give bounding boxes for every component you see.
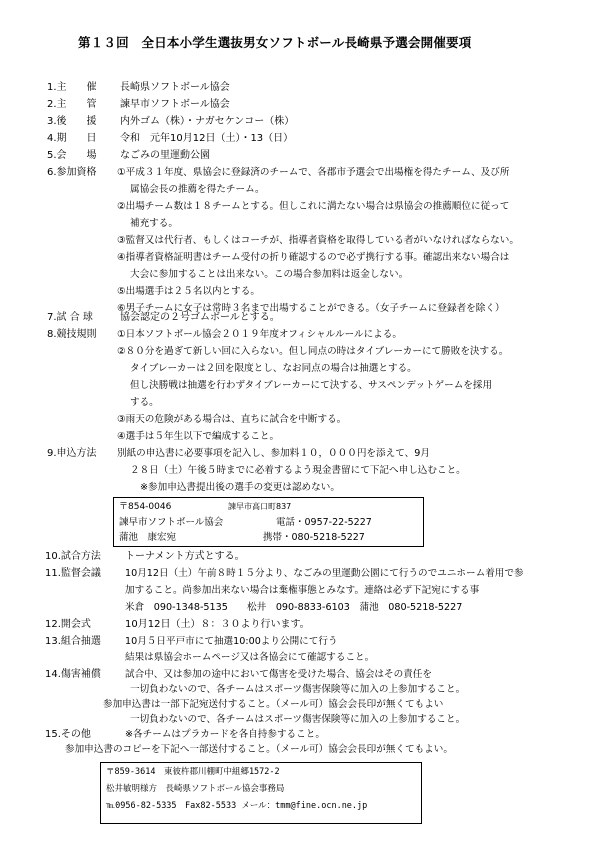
item-13-line: 結果は県協会ホームページ又は各協会にて確認すること。 [125, 652, 375, 663]
item-11-line: 加すること。尚参加出来ない場合は棄権事態とみなす。連絡は必ず下記宛にする事 [125, 585, 480, 596]
item-6-line: ③監督又は代行者、もしくはコーチが、指導者資格を取得している者がいなければならない。 [117, 235, 519, 246]
contact-mobile: 携帯・080-5218-5227 [263, 532, 365, 543]
item-14-line: 試合中、又は参加の途中において傷害を受けた場合、協会はその責任を [125, 669, 432, 680]
contact-address: 諫早市高口町837 [228, 502, 292, 511]
item-6-line: 大会に参加することは出来ない。この場合参加料は返金しない。 [130, 269, 409, 280]
footer-office: 松井敏明様方 長崎県ソフトボール協会事務局 [106, 784, 285, 794]
item-6-line: 属協会長の推薦を得たチーム。 [130, 184, 265, 195]
item-6-line: ②出場チーム数は１８チームとする。但しこれに満たない場合は県協会の推薦順位に従って [117, 201, 510, 212]
item-12-value: 10月12日（土）８：３０より行います。 [125, 619, 310, 630]
item-11-label: 11.監督会議 [45, 568, 101, 579]
item-6-line: ④指導者資格証明書はチーム受付の折り確認するので必ず携行する事。確認出来ない場合は [117, 252, 510, 263]
item-6-line: ①平成３１年度、県協会に登録済のチームで、各郡市予選会で出場権を得たチーム、及び所 [117, 167, 510, 178]
item-4-label: 4.期 日 [47, 133, 97, 144]
item-15-line: ※各チームはプラカードを各自持参すること。 [125, 729, 325, 740]
item-8-line: する。 [130, 397, 159, 408]
item-1-value: 長崎県ソフトボール協会 [120, 82, 230, 93]
item-13-label: 13.組合抽選 [45, 636, 101, 647]
item-12-label: 12.開会式 [45, 619, 91, 630]
item-14-label: 14.傷害補償 [45, 669, 101, 680]
page-title: 第１３回 全日本小学生選抜男女ソフトボール長崎県予選会開催要項 [78, 35, 472, 50]
item-6-label: 6.参加資格 [47, 167, 97, 178]
item-10-label: 10.試合方法 [45, 551, 101, 562]
item-8-line: 但し決勝戦は抽選を行わずタイブレーカーにて決する、サスペンデットゲームを採用 [130, 380, 493, 391]
item-5-value: なごみの里運動公園 [120, 150, 210, 161]
item-3-value: 内外ゴム（株）・ナガセケンコー（株） [120, 116, 295, 127]
item-6-line: ⑤出場選手は２５名以内とする。 [117, 286, 260, 297]
item-11-line: 米倉 090-1348-5135 松井 090-8833-6103 蒲池 080-5218-5227 [125, 602, 463, 613]
item-8-line: タイブレーカーは２回を限度とし、なお同点の場合は抽選とする。 [130, 363, 417, 374]
item-6-line: 補充する。 [130, 218, 178, 229]
item-1-label: 1.主 催 [47, 82, 97, 93]
item-9-label: 9.申込方法 [47, 448, 97, 459]
contact-postal: 〒854-0046 [119, 502, 172, 512]
footer-contact: ℡0956-82-5335 Fax82-5533 メール：tmm@fine.ocn.ne.jp [106, 801, 368, 811]
item-2-value: 諫早市ソフトボール協会 [120, 99, 230, 110]
item-7-label: 7.試 合 球 [47, 312, 93, 323]
item-3-label: 3.後 援 [47, 116, 97, 127]
contact-org: 諫早市ソフトボール協会 [119, 517, 224, 528]
item-8-line: ④選手は５年生以下で編成すること。 [117, 431, 280, 442]
footer-address: 〒859-3614 東彼杵郡川棚町中組郷1572-2 [106, 767, 280, 777]
item-8-line: ②８０分を過ぎて新しい回に入らない。但し同点の時はタイブレーカーにて勝敗を決する。 [117, 346, 509, 357]
item-13-line: 10月５日平戸市にて抽選10:00より公開にて行う [125, 636, 338, 647]
item-6-line: ⑥男子チームに女子は常時３名まで出場することができる。（女子チームに登録者を除く） [117, 303, 505, 314]
item-14-line: 一切負わないので、各チームはスポーツ傷害保険等に加入の上参加すること。 [130, 684, 466, 695]
contact-tel: 電話・0957-22-5227 [276, 517, 372, 528]
item-5-label: 5.会 場 [47, 150, 97, 161]
item-11-line: 10月12日（土）午前８時１５分より、なごみの里運動公園にて行うのでユニホーム着用で参 [125, 568, 524, 579]
item-15-label: 15.その他 [45, 729, 91, 740]
item-14-line: 参加申込書は一部下記宛送付すること。（メール可）協会会長印が無くてもよい [103, 699, 444, 710]
contact-person: 蒲池 康宏宛 [119, 532, 177, 543]
item-15-line: 参加申込書のコピーを下記へ一部送付すること。（メール可）協会会長印が無くてもよい。 [65, 744, 453, 755]
item-9-line: ２８日（土）午後５時までに必着するよう現金書留にて下記へ申し込むこと。 [130, 465, 466, 476]
item-9-line: ※参加申込書提出後の選手の変更は認めない。 [140, 482, 340, 493]
item-14-line: 一切負わないので、各チームはスポーツ傷害保険等に加入の上参加すること。 [130, 714, 466, 725]
item-7-value: 協会認定の２号ゴムボールとする。 [120, 312, 280, 323]
item-10-value: トーナメント方式とする。 [125, 551, 245, 562]
item-9-line: 別紙の申込書に必要事項を記入し、参加料１０，０００円を添えて、9月 [117, 448, 430, 459]
item-8-line: ①日本ソフトボール協会２０１９年度オフィシャルルールによる。 [117, 329, 402, 340]
item-8-label: 8.競技規則 [47, 329, 97, 340]
item-2-label: 2.主 管 [47, 99, 97, 110]
item-4-value: 令和 元年10月12日（土）・13（日） [120, 133, 294, 144]
item-8-line: ③雨天の危険がある場合は、直ちに試合を中断する。 [117, 414, 347, 425]
